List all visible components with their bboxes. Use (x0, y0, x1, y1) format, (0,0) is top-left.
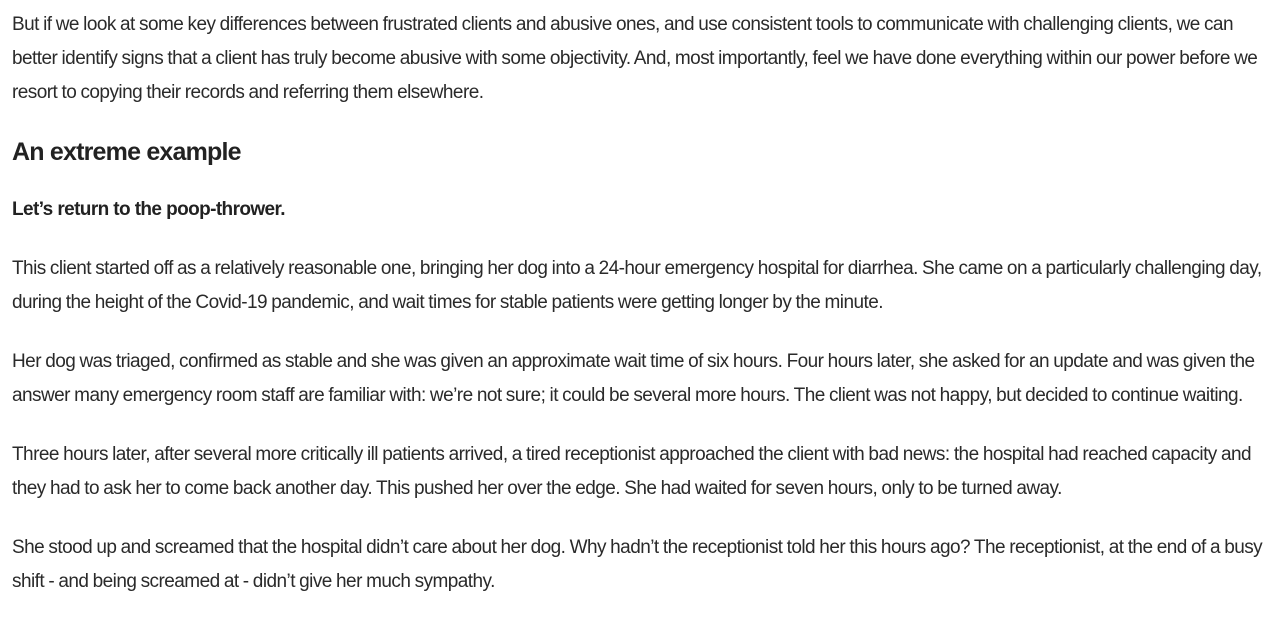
paragraph-capacity: Three hours later, after several more critically ill patients arrived, a tired receptionist approached the client with bad news: the hospital had reached capacity and they had to ask her to come back another day. This pushed her over the edge. She had waited for seven hours, only to be turned away. (12, 444, 1252, 499)
paragraph-triage: Her dog was triaged, confirmed as stable and she was given an approximate wait time of six hours. Four hours later, she asked for an update and was given the answer many emergency room staff are familiar with: we’re not sure; it could be several more hours. The client was not happy, but decided to continue waiting. (12, 351, 1255, 406)
section-heading: An extreme example (12, 138, 241, 166)
paragraph-arrival: This client started off as a relatively reasonable one, bringing her dog into a 24-hour emergency hospital for diarrhea. She came on a particularly challenging day, during the height of the Covid-19 pandemic, and wait times for stable patients were getting longer by the minute. (12, 258, 1262, 313)
intro-paragraph: But if we look at some key differences between frustrated clients and abusive ones, and use consistent tools to communicate with challenging clients, we can better identify signs that a client has truly become abusive with some objectivity. And, most importantly, feel we have done everything within our power before we resort to copying their records and referring them elsewhere. (12, 14, 1258, 103)
article-body (12, 8, 1274, 624)
paragraph-outburst: She stood up and screamed that the hospital didn’t care about her dog. Why hadn’t the receptionist told her this hours ago? The receptionist, at the end of a busy shift - and being screamed at - didn’t give her much sympathy. (12, 537, 1263, 592)
subheading: Let’s return to the poop-thrower. (12, 199, 285, 220)
